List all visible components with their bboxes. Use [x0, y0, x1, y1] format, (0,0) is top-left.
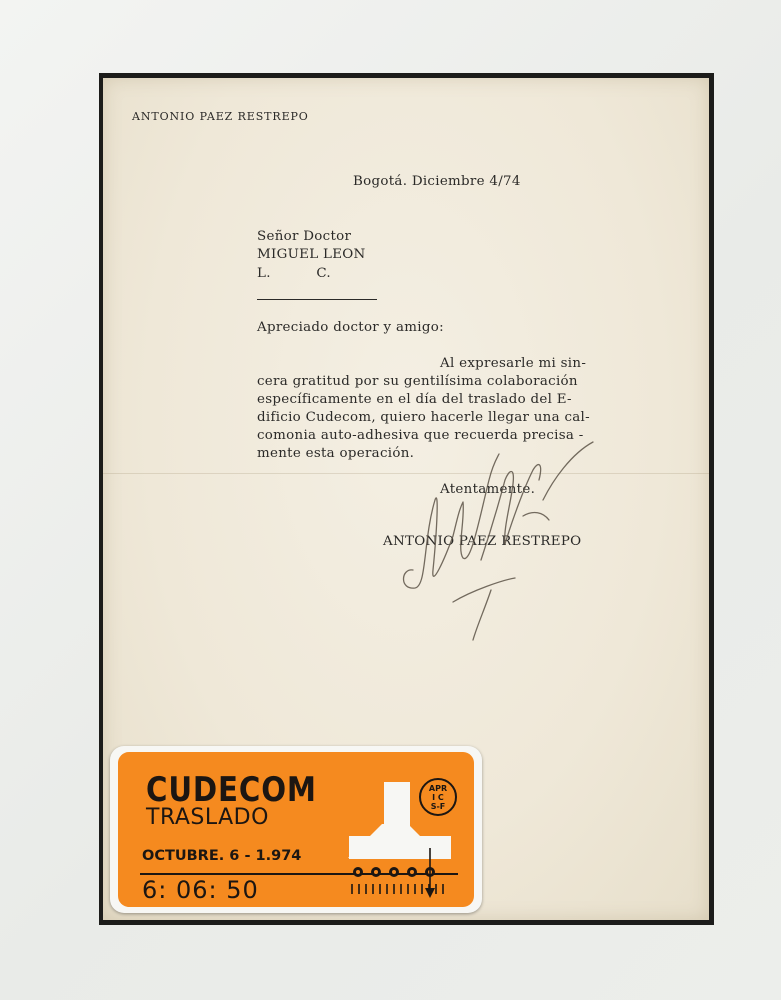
recipient-title: Señor Doctor — [257, 229, 352, 244]
badge-text: APR — [428, 784, 448, 793]
body-line: mente esta operación. — [257, 446, 415, 461]
recipient-city: L. C. — [257, 266, 331, 281]
body-line: Al expresarle mi sin- — [440, 356, 587, 371]
letterhead: ANTONIO PAEZ RESTREPO — [132, 110, 309, 123]
body-line: dificio Cudecom, quiero hacerle llegar una cal- — [257, 410, 590, 425]
sticker-date: OCTUBRE. 6 - 1.974 — [142, 848, 302, 864]
salutation: Apreciado doctor y amigo: — [257, 320, 444, 335]
body-line: cera gratitud por su gentilísima colaboración — [257, 374, 578, 389]
recipient-underline — [257, 299, 377, 300]
sticker-time: 6: 06: 50 — [142, 876, 259, 904]
place-date: Bogotá. Diciembre 4/74 — [353, 174, 521, 189]
body-line: comonia auto-adhesiva que recuerda precisa - — [257, 428, 584, 443]
handwritten-signature — [393, 440, 603, 650]
badge-seal-icon — [419, 778, 457, 816]
signer-name: ANTONIO PAEZ RESTREPO — [383, 534, 582, 549]
sticker-subtitle: TRASLADO — [146, 805, 269, 830]
closing: Atentamente. — [440, 482, 536, 497]
recipient-name: MIGUEL LEON — [257, 247, 366, 262]
body-line: específicamente en el día del traslado del E- — [257, 392, 572, 407]
badge-text: S-F — [430, 802, 446, 811]
sticker-brand: CUDECOM — [146, 770, 317, 810]
badge-text: I C — [432, 793, 444, 802]
